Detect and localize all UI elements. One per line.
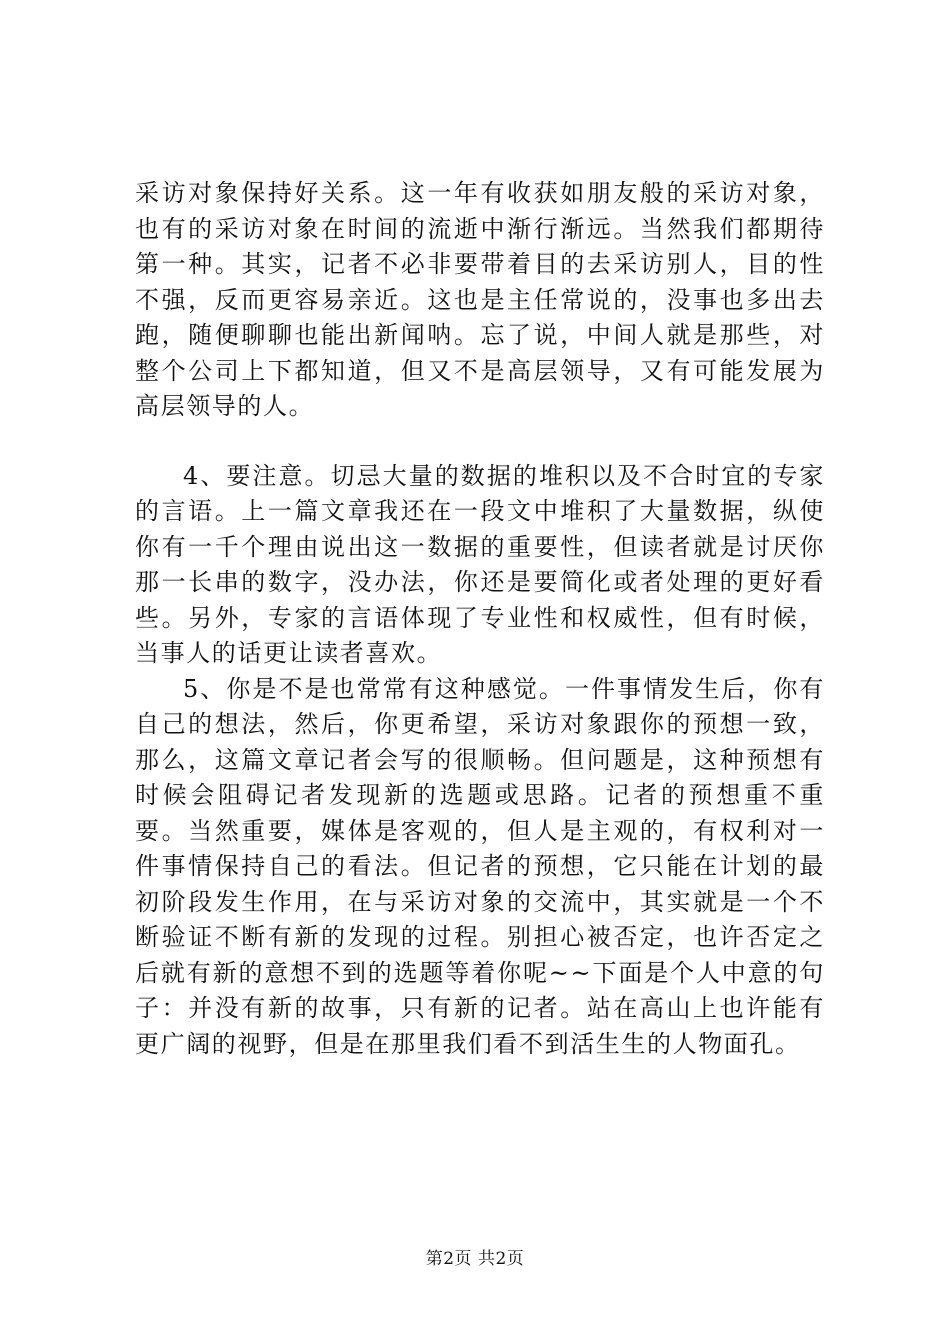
page-number-footer: 第2页 共2页 <box>425 1249 525 1269</box>
paragraph-point-4: 4、要注意。切忌大量的数据的堆积以及不合时宜的专家的言语。上一篇文章我还在一段文中堆积了大量数据，纵使你有一千个理由说出这一数据的重要性，但读者就是讨厌你那一长串的数字，没办法，你还是要简化或者处理的更好看些。另外，专家的言语体现了专业性和权威性，但有时候，当事人的话更让读者喜欢。 <box>135 461 825 667</box>
paragraph-continued: 采访对象保持好关系。这一年有收获如朋友般的采访对象，也有的采访对象在时间的流逝中渐行渐远。当然我们都期待第一种。其实，记者不必非要带着目的去采访别人，目的性不强，反而更容易亲近。这也是主任常说的，没事也多出去跑，随便聊聊也能出新闻呐。忘了说，中间人就是那些，对整个公司上下都知道，但又不是高层领导，又有可能发展为高层领导的人。 <box>135 179 825 420</box>
document-body <box>135 176 825 1062</box>
paragraph-point-5: 5、你是不是也常常有这种感觉。一件事情发生后，你有自己的想法，然后，你更希望，采访对象跟你的预想一致，那么，这篇文章记者会写的很顺畅。但问题是，这种预想有时候会阻碍记者发现新的选题或思路。记者的预想重不重要。当然重要，媒体是客观的，但人是主观的，有权利对一件事情保持自己的看法。但记者的预想，它只能在计划的最初阶段发生作用，在与采访对象的交流中，其实就是一个不断验证不断有新的发现的过程。别担心被否定，也许否定之后就有新的意想不到的选题等着你呢~~下面是个人中意的句子：并没有新的故事，只有新的记者。站在高山上也许能有更广阔的视野，但是在那里我们看不到活生生的人物面孔。 <box>135 674 825 1058</box>
